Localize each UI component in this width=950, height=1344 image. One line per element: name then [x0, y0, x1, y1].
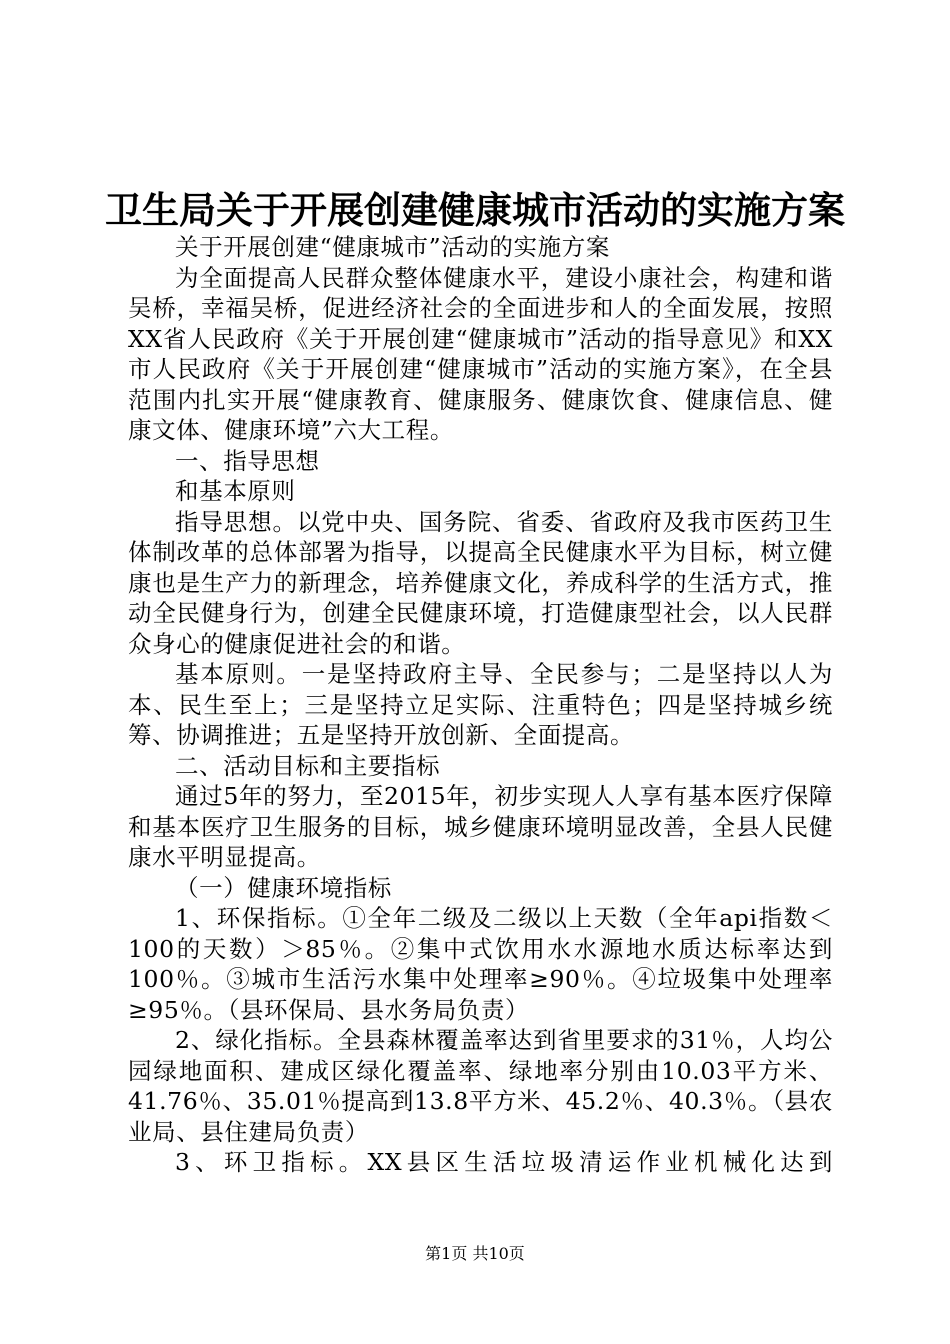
section-heading-1: 一、指导思想 — [175, 446, 320, 475]
environment-indicator-paragraph: 1、环保指标。①全年二级及二级以上天数（全年api指数＜100的天数）＞85％。②集中式饮用水水源地水质达标率达到100％。③城市生活污水集中处理率≥90％。④垃圾集中处理率≥95％。（县环保局、县水务局负责） — [128, 904, 833, 1024]
greening-indicator-paragraph: 2、绿化指标。全县森林覆盖率达到省里要求的31％，人均公园绿地面积、建成区绿化覆盖率、绿地率分别由10.03平方米、41.76％、35.01％提高到13.8平方米、45.2％、40.3％。（县农业局、县住建局负责） — [128, 1026, 833, 1146]
section-heading-2: 二、活动目标和主要指标 — [175, 751, 441, 780]
section-heading-1-cont: 和基本原则 — [175, 477, 296, 505]
guiding-ideology-paragraph: 指导思想。以党中央、国务院、省委、省政府及我市医药卫生体制改革的总体部署为指导，以提高全民健康水平为目标，树立健康也是生产力的新理念，培养健康文化，养成科学的生活方式，推动全民健身行为，创建全民健康环境，打造健康型社会，以人民群众身心的健康促进社会的和谐。 — [128, 507, 833, 658]
document-title: 卫生局关于开展创建健康城市活动的实施方案 — [105, 188, 845, 232]
basic-principles-paragraph: 基本原则。一是坚持政府主导、全民参与；二是坚持以人为本、民生至上；三是坚持立足实际、注重特色；四是坚持城乡统筹、协调推进；五是坚持开放创新、全面提高。 — [128, 660, 833, 749]
sanitation-indicator-paragraph: 3、环卫指标。XX县区生活垃圾清运作业机械化达到 — [175, 1148, 833, 1176]
subsection-heading-1: （一）健康环境指标 — [175, 873, 392, 902]
intro-paragraph: 为全面提高人民群众整体健康水平，建设小康社会，构建和谐吴桥，幸福吴桥，促进经济社会的全面进步和人的全面发展，按照XX省人民政府《关于开展创建“健康城市”活动的指导意见》和XX市人民政府《关于开展创建“健康城市”活动的实施方案》，在全县范围内扎实开展“健康教育、健康服务、健康饮食、健康信息、健康文体、健康环境”六大工程。 — [128, 263, 833, 444]
goals-paragraph: 通过5年的努力，至2015年，初步实现人人享有基本医疗保障和基本医疗卫生服务的目标，城乡健康环境明显改善，全县人民健康水平明显提高。 — [128, 782, 833, 871]
page-number: 第1页 共10页 — [425, 1244, 525, 1263]
subtitle-paragraph: 关于开展创建“健康城市”活动的实施方案 — [175, 233, 610, 261]
document-body — [128, 232, 833, 1178]
